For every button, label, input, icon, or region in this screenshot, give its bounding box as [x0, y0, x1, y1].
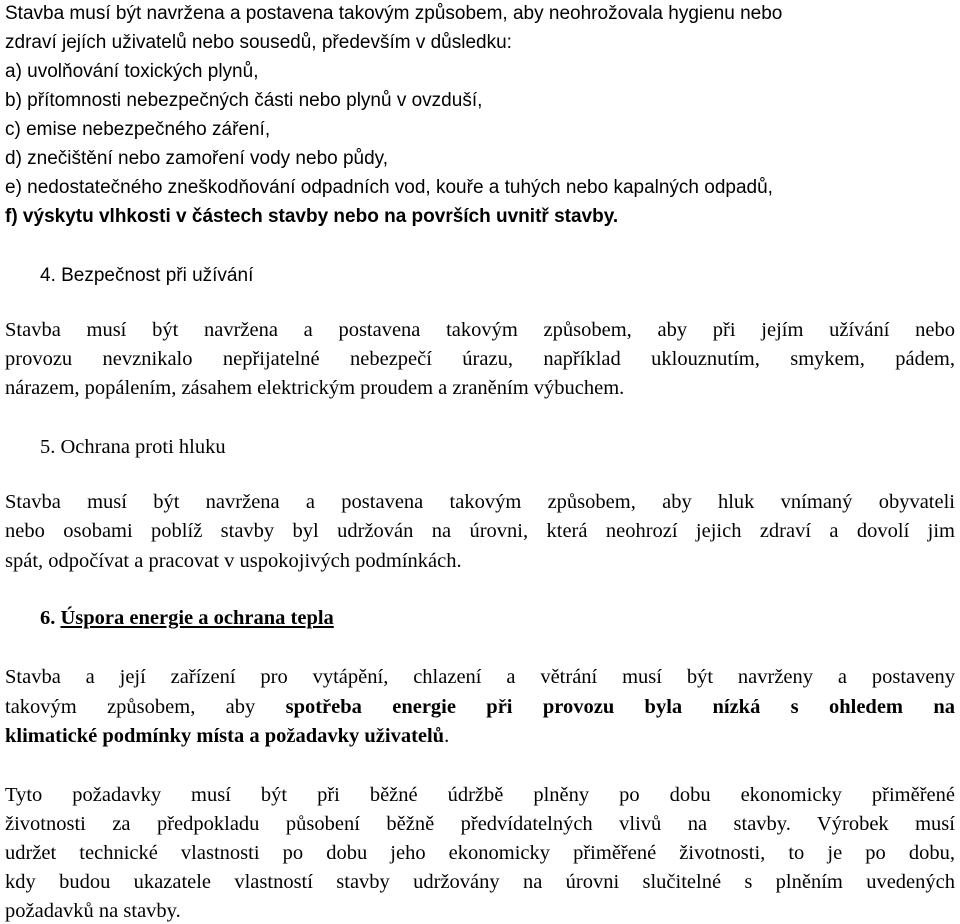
text-normal: takovým způsobem, aby: [5, 696, 286, 718]
text-bold: spotřeba energie při provozu byla nízká s ohledem na: [285, 696, 955, 718]
list-item: b) přítomnosti nebezpečných části nebo plynů v ovzduší,: [5, 90, 483, 111]
text-line: udržet technické vlastnosti po dobu jeho ekonomicky přiměřené životnosti, to je po dobu,: [5, 842, 955, 864]
text-line: nárazem, popálením, zásahem elektrickým proudem a zraněním výbuchem.: [5, 377, 625, 399]
section-heading: 5. Ochrana proti hluku: [40, 436, 226, 458]
text-line: zdraví jejích uživatelů nebo sousedů, především v důsledku:: [5, 32, 512, 53]
list-item-bold: f) výskytu vlhkosti v částech stavby nebo na površích uvnitř stavby.: [5, 206, 619, 227]
text-line: [5, 697, 955, 718]
list-item: c) emise nebezpečného záření,: [5, 119, 271, 140]
heading-title: Úspora energie a ochrana tepla: [60, 607, 334, 629]
list-item: d) znečištění nebo zamoření vody nebo půdy,: [5, 148, 389, 169]
text-line: Stavba musí být navržena a postavena takovým způsobem, aby při jejím užívání nebo: [5, 319, 955, 341]
list-item: a) uvolňování toxických plynů,: [5, 61, 259, 82]
text-line: provozu nevznikalo nepřijatelné nebezpečí úrazu, například uklouznutím, smykem, pádem,: [5, 348, 955, 370]
text-line: Stavba musí být navržena a postavena takovým způsobem, aby hluk vnímaný obyvateli: [5, 491, 955, 513]
text-line: Stavba musí být navržena a postavena takovým způsobem, aby neohrožovala hygienu nebo: [5, 3, 783, 24]
heading-number: 6.: [40, 607, 61, 629]
text-line: Stavba a její zařízení pro vytápění, chlazení a větrání musí být navrženy a postaveny: [5, 666, 955, 688]
list-item: e) nedostatečného zneškodňování odpadních vod, kouře a tuhých nebo kapalných odpadů,: [5, 177, 773, 198]
text-line: [5, 726, 449, 747]
text-line: Tyto požadavky musí být při běžné údržbě plněny po dobu ekonomicky přiměřené: [5, 784, 955, 806]
section-heading: 4. Bezpečnost při užívání: [40, 265, 254, 286]
text-line: spát, odpočívat a pracovat v uspokojivých podmínkách.: [5, 550, 462, 572]
text-normal: .: [444, 725, 450, 747]
text-bold: klimatické podmínky místa a požadavky uživatelů: [5, 725, 445, 747]
section-heading: [40, 608, 334, 629]
text-line: životnosti za předpokladu působení běžně předvídatelných vlivů na stavby. Výrobek musí: [5, 813, 955, 835]
text-line: kdy budou ukazatele vlastností stavby udržovány na úrovni slučitelné s plněním uvedených: [5, 871, 955, 893]
text-line: požadavků na stavby.: [5, 900, 181, 922]
text-line: nebo osobami poblíž stavby byl udržován na úrovni, která neohrozí jejich zdraví a dovolí jim: [5, 520, 955, 542]
